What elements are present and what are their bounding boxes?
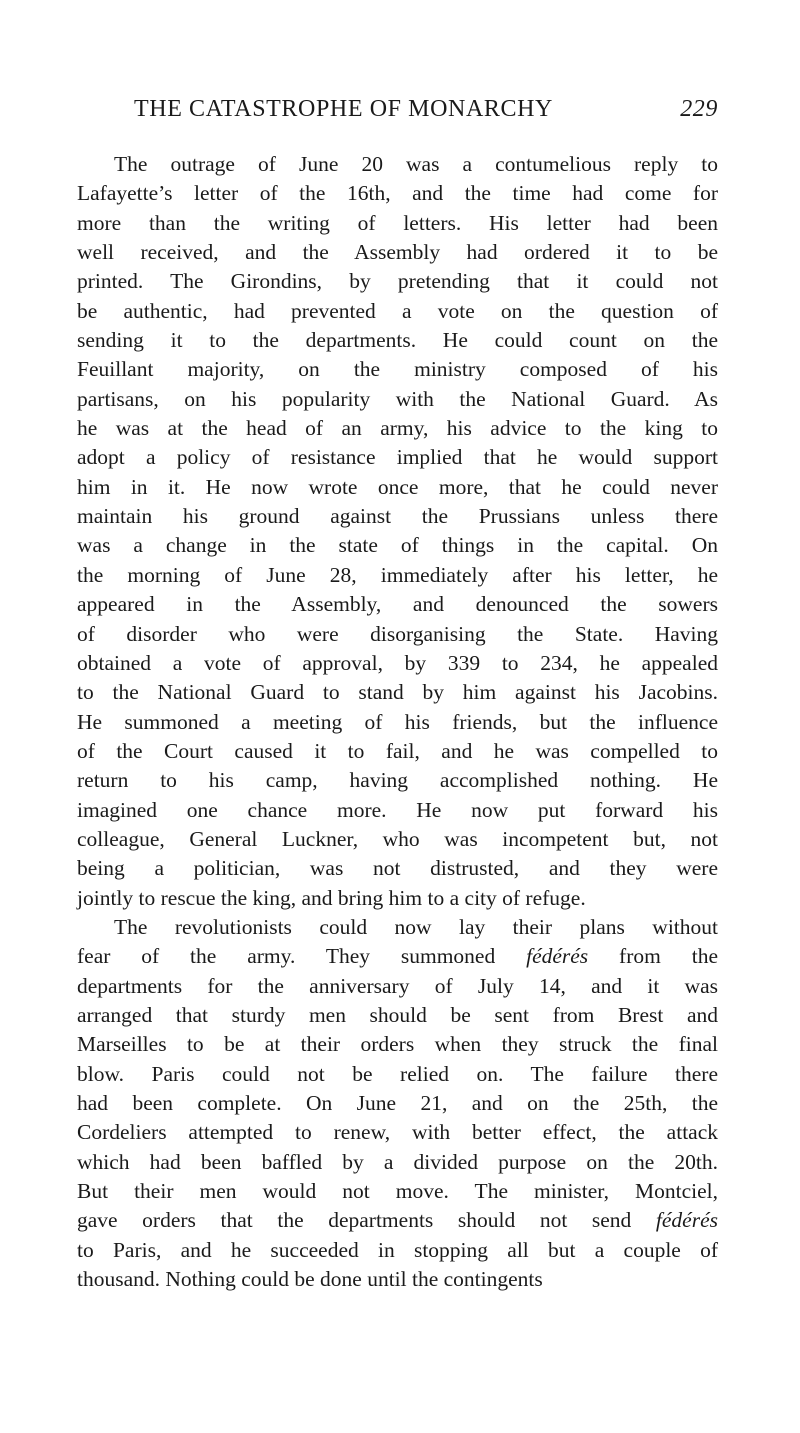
text-line: arranged that sturdy men should be sent from Brest and	[77, 1002, 718, 1027]
text-line: imagined one chance more. He now put forward his	[77, 797, 718, 822]
text-line: had been complete. On June 21, and on the 25th, the	[77, 1091, 718, 1115]
text-line: well received, and the Assembly had ordered it to be	[77, 240, 718, 265]
text-line: departments for the anniversary of July 14, and it was	[77, 973, 718, 998]
text-line: Cordeliers attempted to renew, with better effect, the attack	[77, 1120, 718, 1145]
text-line: printed. The Girondins, by pretending that it could not	[77, 269, 718, 294]
text-line: Feuillant majority, on the ministry composed of his	[77, 357, 718, 382]
text-line	[77, 942, 718, 971]
text-line: But their men would not move. The minister, Montciel,	[77, 1179, 718, 1204]
text-line: appeared in the Assembly, and denounced the sowers	[77, 592, 718, 617]
text-line: return to his camp, having accomplished nothing. He	[77, 768, 718, 793]
text-segment: fear of the army. They summoned	[77, 944, 527, 969]
text-line: thousand. Nothing could be done until the contingents	[77, 1267, 543, 1292]
text-line: which had been baffled by a divided purpose on the 20th.	[77, 1149, 718, 1174]
text-line: be authentic, had prevented a vote on the question of	[77, 298, 718, 323]
text-line: partisans, on his popularity with the National Guard. As	[77, 386, 718, 411]
text-line: of the Court caused it to fail, and he was compelled to	[77, 738, 718, 763]
text-segment: gave orders that the departments should not send	[77, 1208, 656, 1233]
italic-term: fédérés	[526, 944, 589, 969]
italic-term: fédérés	[655, 1208, 718, 1233]
text-line: colleague, General Luckner, who was incompetent but, not	[77, 826, 718, 851]
page-number: 229	[680, 96, 718, 122]
text-line: sending it to the departments. He could count on the	[77, 328, 718, 353]
text-line: The revolutionists could now lay their plans without	[114, 914, 718, 939]
text-segment: from the	[588, 944, 718, 969]
text-line: him in it. He now wrote once more, that he could never	[77, 474, 718, 499]
text-line: he was at the head of an army, his advice to the king to	[77, 416, 718, 441]
text-line: adopt a policy of resistance implied that he would support	[77, 445, 718, 470]
text-line: being a politician, was not distrusted, and they were	[77, 856, 718, 881]
text-line: jointly to rescue the king, and bring him to a city of refuge.	[77, 885, 586, 910]
running-head	[134, 96, 718, 130]
text-line: He summoned a meeting of his friends, but the influence	[77, 709, 718, 734]
text-line: obtained a vote of approval, by 339 to 234, he appealed	[77, 650, 718, 675]
text-line: to Paris, and he succeeded in stopping all but a couple of	[77, 1237, 718, 1262]
text-line: maintain his ground against the Prussians unless there	[77, 504, 718, 529]
text-line: Marseilles to be at their orders when they struck the final	[77, 1032, 718, 1057]
text-line: Lafayette’s letter of the 16th, and the time had come for	[77, 181, 718, 206]
text-line	[77, 1206, 718, 1235]
text-line: to the National Guard to stand by him against his Jacobins.	[77, 680, 718, 705]
text-line: blow. Paris could not be relied on. The failure there	[77, 1061, 718, 1086]
chapter-title: THE CATASTROPHE OF MONARCHY	[134, 96, 553, 122]
text-line: was a change in the state of things in the capital. On	[77, 533, 718, 558]
text-line: the morning of June 28, immediately after his letter, he	[77, 562, 718, 587]
text-line: of disorder who were disorganising the State. Having	[77, 621, 718, 646]
body-text	[77, 150, 718, 1294]
text-line: more than the writing of letters. His letter had been	[77, 210, 718, 235]
text-line: The outrage of June 20 was a contumelious reply to	[114, 152, 718, 176]
